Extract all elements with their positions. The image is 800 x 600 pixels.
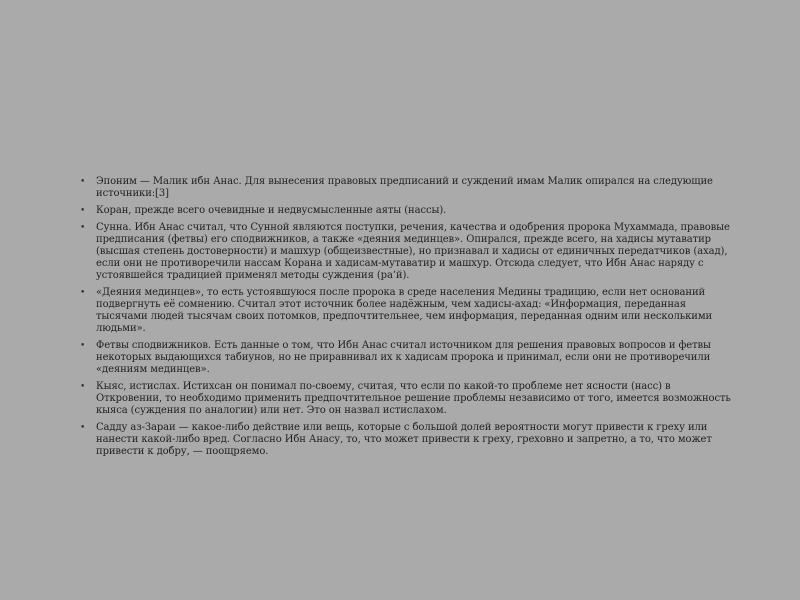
list-item-text: Садду аз-Зараи — какое-либо действие или вещь, которые с большой долей вероятности могут привести к греху или нанести какой-либо вред. Согласно Ибн Анасу, то, что может привести к греху, греховно и запретно, а то, что может привести к добру, — поощряемо. [96,422,712,457]
bullet-icon: • [80,423,86,433]
list-item [76,222,736,282]
list-item-text: Фетвы сподвижников. Есть данные о том, что Ибн Анас считал источником для решения правовых вопросов и фетвы некоторых выдающихся табиунов, но не приравнивал их к хадисам пророка и принимал, если они не противоречили «деяниям мединцев». [96,340,711,375]
list-item [76,381,736,417]
list-item-text: Эпоним — Малик ибн Анас. Для вынесения правовых предписаний и суждений имам Малик опирался на следующие источники:[3] [96,176,713,199]
bullet-icon: • [80,177,86,187]
list-item [76,340,736,376]
bullet-icon: • [80,382,86,392]
list-item-text: Сунна. Ибн Анас считал, что Сунной являются поступки, речения, качества и одобрения пророка Мухаммада, правовые предписания (фетвы) его сподвижников, а также «деяния мединцев». Опирался, прежде всего, на хадисы мутаватир (высшая степень достоверности) и машхур (общеизвестные), но признавал и хадисы от единичных передатчиков (ахад), если они не противоречили нассам Корана и хадисам-мутаватир и машхур. Отсюда следует, что Ибн Анас наряду с устоявшейся традицией применял методы суждения (ра’й). [96,222,730,281]
bullet-icon: • [80,223,86,233]
list-item-text: Коран, прежде всего очевидные и недвусмысленные аяты (нассы). [96,205,447,216]
bullet-icon: • [80,206,86,216]
list-item [76,176,736,200]
bullet-icon: • [80,341,86,351]
list-item-text: Кыяс, истислах. Истихсан он понимал по-своему, считая, что если по какой-то проблеме нет ясности (насс) в Откровении, то необходимо применить предпочтительное решение проблемы независимо от того, имеется возможность кыяса (суждения по аналогии) или нет. Это он назвал истислахом. [96,381,731,416]
list-item [76,205,736,217]
bullet-list [76,176,736,463]
bullet-icon: • [80,288,86,298]
list-item [76,287,736,335]
list-item [76,422,736,458]
list-item-text: «Деяния мединцев», то есть устоявшуюся после пророка в среде населения Медины традицию, если нет оснований подвергнуть её сомнению. Считал этот источник более надёжным, чем хадисы-ахад: «Информация, переданная тысячами людей тысячам своих потомков, предпочтительнее, чем информация, переданная одним или несколькими людьми». [96,287,713,334]
